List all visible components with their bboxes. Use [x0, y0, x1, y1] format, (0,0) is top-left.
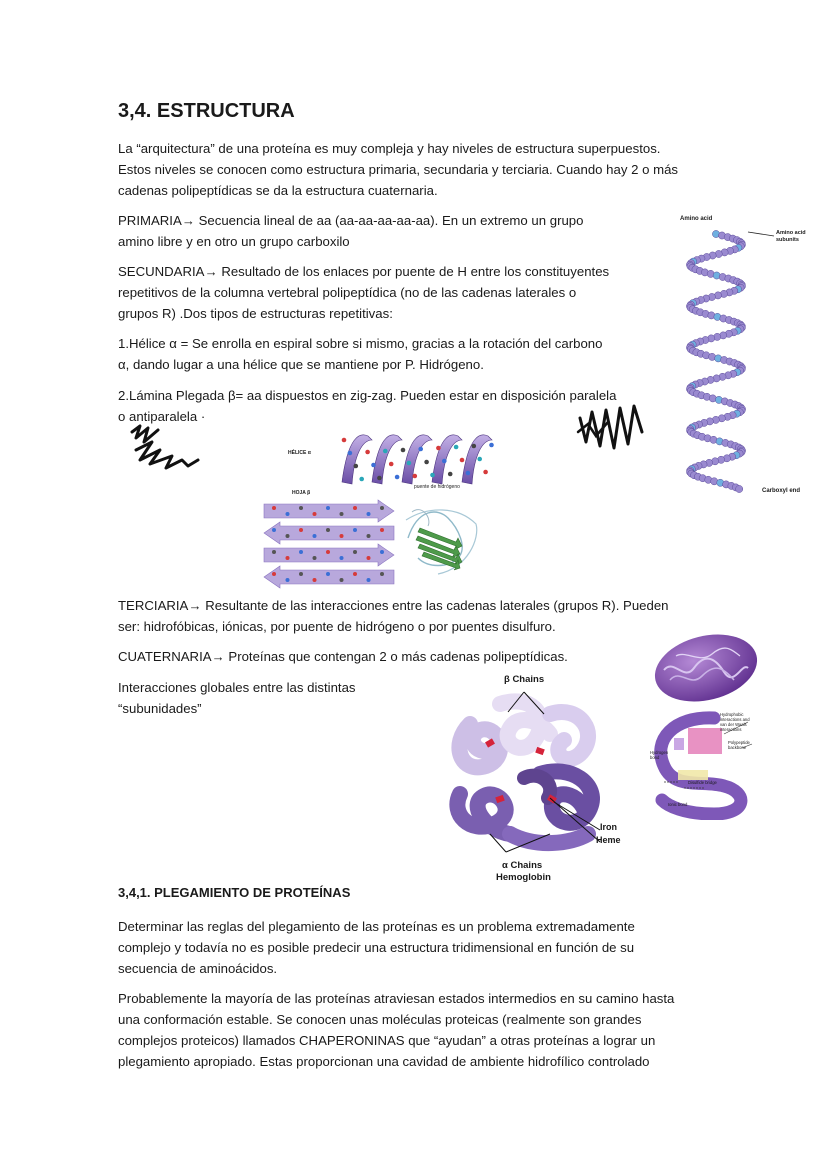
- helix-atom: [377, 476, 382, 481]
- helix-atom: [448, 472, 453, 477]
- section-title: 3,4. ESTRUCTURA: [118, 100, 295, 122]
- helix-atom: [454, 445, 459, 450]
- sheet-atom: [326, 506, 330, 510]
- tertiary-interactions-illustration: [644, 710, 794, 820]
- sheet-atom: [299, 528, 303, 532]
- sheet-atom: [340, 512, 344, 516]
- sheet-atom: [353, 550, 357, 554]
- interacciones-paragraph: Interacciones globales entre las distintas “subunidades”: [118, 680, 356, 716]
- helix-atom: [407, 461, 412, 466]
- beta-sheet-illustration: [262, 498, 396, 590]
- sheet-atom: [313, 512, 317, 516]
- sheet-atom: [272, 506, 276, 510]
- helix-atom: [466, 471, 471, 476]
- sheet-atom: [367, 578, 371, 582]
- ionic-bond-label: Ionic bond: [668, 802, 688, 807]
- helix-atom: [483, 470, 488, 475]
- helix-atom: [413, 474, 418, 479]
- sheet-atom: [272, 528, 276, 532]
- helix-atom: [401, 448, 406, 453]
- sheet-atom: [286, 534, 290, 538]
- cuaternaria-paragraph: CUATERNARIA→ Proteínas que contengan 2 o más cadenas polipeptídicas.: [118, 649, 568, 664]
- sheet-atom: [340, 556, 344, 560]
- sheet-atom: [353, 506, 357, 510]
- primary-structure-figure: [670, 212, 820, 502]
- amino-acid-bead: [736, 485, 743, 492]
- sheet-atom: [380, 528, 384, 532]
- hemoglobin-illustration: [440, 684, 630, 860]
- sheet-label: HOJA β: [292, 490, 311, 496]
- helix-atom: [430, 473, 435, 478]
- alpha-chains-label: α Chains: [502, 860, 543, 871]
- sheet-atom: [272, 550, 276, 554]
- beta-chains-label: β Chains: [504, 674, 545, 685]
- plegamiento-paragraph-1: Determinar las reglas del plegamiento de las proteínas es un problema extremadamente complejo y todavía no es posible predecir una estructura tridimensional en función de su secuencia de aminoácidos.: [118, 919, 635, 976]
- amino-acid-label: Amino acid: [680, 216, 713, 222]
- sheet-atom: [326, 528, 330, 532]
- helix-atom: [383, 449, 388, 454]
- sheet-atom: [340, 534, 344, 538]
- helix-atom: [395, 475, 400, 480]
- helix-atom: [489, 443, 494, 448]
- helix-atom: [365, 450, 370, 455]
- plegamiento-paragraph-2: Probablemente la mayoría de las proteínas atraviesan estados intermedios en su camino hasta una conformación estable. Se conocen unas moléculas proteicas (realmente son grandes complejos proteicos) llamados CHAPERONINAS que “ayudan” a otras proteínas a lograr un plegamiento apropiado. Estas proporcionan una cavidad de ambiente hidrofílico controlado: [118, 991, 675, 1069]
- helice-paragraph: 1.Hélice α = Se enrolla en espiral sobre si mismo, gracias a la rotación del carbono α, dando lugar a una hélice que se mantiene por P. Hidrógeno.: [118, 336, 603, 372]
- sheet-atom: [326, 550, 330, 554]
- sheet-atom: [326, 572, 330, 576]
- sheet-atom: [272, 572, 276, 576]
- beta-sheet-figure: [262, 490, 396, 590]
- sheet-atom: [299, 550, 303, 554]
- tertiary-structure-illustration: [650, 628, 762, 708]
- amino-acid-subunits-label: Amino acid subunits: [776, 230, 806, 243]
- secundaria-paragraph: SECUNDARIA→ Resultado de los enlaces por puente de H entre los constituyentes repetitivos de la columna vertebral polipeptídica (no de las cadenas laterales o grupos R) .Dos tipos de estructuras repetitivas:: [118, 264, 610, 321]
- sheet-atom: [286, 512, 290, 516]
- helix-atom: [442, 459, 447, 464]
- sheet-atom: [286, 556, 290, 560]
- terciaria-paragraph: TERCIARIA→ Resultante de las interacciones entre las cadenas laterales (grupos R). Pueden ser: hidrofóbicas, iónicas, por puente de hidrógeno o por puentes disulfuro.: [118, 598, 669, 634]
- helix-atom: [342, 438, 347, 443]
- helix-atom: [477, 457, 482, 462]
- parallel-sheet-sketch: [126, 420, 206, 472]
- helix-turn: [462, 435, 492, 484]
- hemoglobin-figure: [440, 672, 630, 886]
- helix-atom: [359, 477, 364, 482]
- helix-atom: [436, 446, 441, 451]
- beta-strand: [264, 500, 394, 522]
- alpha-helix-illustration: [336, 426, 496, 490]
- sheet-atom: [367, 534, 371, 538]
- sheet-atom: [380, 572, 384, 576]
- heme-label: Heme: [596, 835, 621, 845]
- sheet-atom: [299, 572, 303, 576]
- helix-atom: [389, 462, 394, 467]
- helix-turn: [432, 435, 462, 484]
- hydrophobic-label: Hydrophobic interactions and van der Waals interactions: [720, 712, 750, 732]
- alpha-helix-figure: [286, 426, 500, 496]
- hemoglobin-label: Hemoglobin: [496, 872, 551, 883]
- intro-paragraph: La “arquitectura” de una proteína es muy compleja y hay niveles de estructura superpuestos. Estos niveles se conocen como estructura primaria, secundaria y terciaria. Cuando hay 2 o más cadenas polipeptídicas se da la estructura cuaternaria.: [118, 141, 679, 198]
- primaria-paragraph: PRIMARIA→ Secuencia lineal de aa (aa-aa-aa-aa-aa). En un extremo un grupo amino libre y en otro un grupo carboxilo: [118, 213, 584, 249]
- carboxyl-end-label: Carboxyl end: [762, 488, 801, 494]
- subsection-title: 3,4,1. PLEGAMIENTO DE PROTEÍNAS: [118, 885, 351, 900]
- sheet-atom: [313, 556, 317, 560]
- sheet-atom: [299, 506, 303, 510]
- helix-atom: [460, 458, 465, 463]
- sheet-atom: [313, 578, 317, 582]
- antiparallel-sheet-sketch: [574, 402, 650, 454]
- beta-strand: [264, 522, 394, 544]
- sheet-atom: [286, 578, 290, 582]
- helix-atom: [472, 444, 477, 449]
- sheet-atom: [353, 528, 357, 532]
- sheet-atom: [380, 550, 384, 554]
- backbone-label: Polypeptide backbone: [728, 740, 750, 750]
- beta-strand: [264, 544, 394, 566]
- lamina-paragraph: 2.Lámina Plegada β= aa dispuestos en zig-zag. Pueden estar en disposición paralela o antiparalela ·: [118, 388, 617, 424]
- helix-atom: [371, 463, 376, 468]
- helix-label: HÉLICE α: [288, 450, 311, 456]
- sheet-atom: [367, 512, 371, 516]
- iron-label: Iron: [600, 822, 617, 832]
- hydrogen-bond-interaction-label: Hydrogen bond: [650, 750, 669, 760]
- sheet-atom: [353, 572, 357, 576]
- amino-acid-chain-illustration: [670, 212, 820, 502]
- helix-atom: [348, 451, 353, 456]
- tertiary-interactions-figure: [644, 710, 794, 820]
- ribbon-protein-illustration: [398, 498, 484, 580]
- disulfide-bridge-label: Disulfide bridge: [688, 780, 717, 785]
- sheet-atom: [340, 578, 344, 582]
- helix-atom: [418, 447, 423, 452]
- sheet-atom: [367, 556, 371, 560]
- helix-atom: [424, 460, 429, 465]
- sheet-atom: [380, 506, 384, 510]
- helix-turn: [342, 435, 372, 484]
- beta-strand: [264, 566, 394, 588]
- hydrogen-bond-label: puente de hidrógeno: [414, 484, 460, 490]
- helix-atom: [354, 464, 359, 469]
- sheet-atom: [313, 534, 317, 538]
